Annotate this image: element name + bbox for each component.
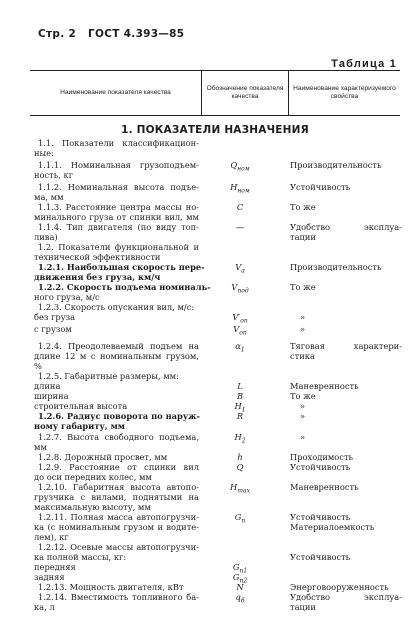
table-line <box>0 160 419 173</box>
indicator-name: с грузом <box>34 324 72 334</box>
characterized-property: Устойчивость <box>290 552 351 562</box>
indicator-name: строительная высота <box>34 401 128 411</box>
indicator-symbol: R <box>236 411 244 421</box>
table-line <box>0 421 419 431</box>
standard-code: ГОСТ 4.393—85 <box>88 28 185 40</box>
indicator-symbol: h <box>237 452 243 462</box>
indicator-name: без груза <box>34 312 76 322</box>
table-line <box>0 192 419 202</box>
table-line <box>0 482 419 495</box>
characterized-property: Материалоемкость <box>290 522 375 532</box>
table-line <box>0 411 419 421</box>
indicator-symbol: $H_{max}$ <box>230 482 250 495</box>
indicator-symbol: B <box>236 391 244 401</box>
indicator-name: ному габариту, мм <box>34 421 125 431</box>
indicator-symbol: $V_{под}$ <box>231 282 249 295</box>
characterized-property: » <box>300 401 306 411</box>
indicator-name: задняя <box>34 572 65 582</box>
indicator-symbol: N <box>236 582 244 592</box>
indicator-symbol: C <box>236 202 244 212</box>
table-line <box>0 401 419 414</box>
indicator-name: максимальную высоту, мм <box>34 502 151 512</box>
table-line <box>0 492 419 502</box>
table-line <box>0 472 419 482</box>
characterized-property: Проходимость <box>290 452 354 462</box>
table-line <box>0 252 419 262</box>
column-header-property: Наименование характеризуемого свойства <box>293 85 396 100</box>
indicator-name: 1.2.3. Скорость опускания вил, м/с: <box>38 302 195 312</box>
characterized-property: тации <box>290 602 316 612</box>
indicator-name: 1.2.6. Радиус поворота по наруж- <box>38 411 200 421</box>
section-title: 1. ПОКАЗАТЕЛИ НАЗНАЧЕНИЯ <box>121 124 309 136</box>
indicator-symbol: $H_2$ <box>234 432 246 445</box>
indicator-name: 1.1. Показатели классификацион- <box>38 138 199 148</box>
indicator-name: ные: <box>34 148 54 158</box>
table-line <box>0 148 419 158</box>
indicator-symbol: $V'_{оп}$ <box>232 312 248 325</box>
table-line <box>0 138 419 148</box>
indicator-symbol: L <box>237 381 243 391</box>
characterized-property: » <box>300 312 306 322</box>
indicator-symbol: $V_{оп}$ <box>233 324 247 337</box>
characterized-property: То же <box>290 282 316 292</box>
characterized-property: Маневренность <box>290 482 359 492</box>
indicator-name: ка, л <box>34 602 55 612</box>
indicator-name: длина <box>34 381 61 391</box>
characterized-property: Устойчивость <box>290 512 351 522</box>
indicator-name: 1.2.7. Высота свободного подъема, <box>38 432 199 442</box>
indicator-name: 1.2.11. Полная масса автопогрузчи- <box>38 512 199 522</box>
indicator-name: лем), кг <box>34 532 69 542</box>
table-line <box>0 502 419 512</box>
table-line <box>0 282 419 295</box>
indicator-name: грузчика с вилами, поднятыми на <box>34 492 199 502</box>
characterized-property: Устойчивость <box>290 462 351 472</box>
indicator-name: 1.1.3. Расстояние центра массы но- <box>38 202 199 212</box>
table-line <box>0 324 419 337</box>
table-line <box>0 552 419 562</box>
table-line <box>0 371 419 381</box>
table-line <box>0 381 419 391</box>
characterized-property: Энерговооруженность <box>290 582 389 592</box>
indicator-symbol: — <box>235 222 245 232</box>
characterized-property: То же <box>290 202 316 212</box>
table-line <box>0 532 419 542</box>
table-line <box>0 232 419 242</box>
table-line <box>0 602 419 612</box>
indicator-name: 1.2.8. Дорожный просвет, мм <box>38 452 168 462</box>
indicator-symbol: $G_{п2}$ <box>232 572 248 585</box>
table-line <box>0 522 419 532</box>
indicator-symbol: $H_{ном}$ <box>230 182 250 195</box>
indicator-name: 1.2.4. Преодолеваемый подъем на <box>38 341 199 351</box>
table-line <box>0 182 419 195</box>
characterized-property: Устойчивость <box>290 182 351 192</box>
characterized-property: Маневренность <box>290 381 359 391</box>
table-line <box>0 262 419 275</box>
table-line <box>0 341 419 354</box>
characterized-property: » <box>300 411 306 421</box>
table-line <box>0 361 419 371</box>
table-line <box>0 562 419 575</box>
table-line <box>0 351 419 361</box>
table-line <box>0 272 419 282</box>
table-line <box>0 572 419 585</box>
indicator-name: 1.2.10. Габаритная высота автопо- <box>38 482 199 492</box>
indicator-name: % <box>34 361 42 371</box>
indicator-name: до оси передних колес, мм <box>34 472 152 482</box>
indicator-name: 1.1.4. Тип двигателя (по виду топ- <box>38 222 199 232</box>
indicator-symbol: $q_б$ <box>235 592 245 605</box>
table-line <box>0 582 419 592</box>
indicator-symbol: $H_1$ <box>234 401 246 414</box>
table-line <box>0 292 419 302</box>
indicator-symbol: $G_{п1}$ <box>232 562 248 575</box>
indicator-name: ка (с номинальным грузом и водите- <box>34 522 199 532</box>
indicator-name: 1.2.9. Расстояние от спинки вил <box>38 462 199 472</box>
indicator-name: ного груза, м/с <box>34 292 100 302</box>
indicator-symbol: $V_а$ <box>235 262 245 275</box>
characterized-property: То же <box>290 391 316 401</box>
table-line <box>0 442 419 452</box>
table-header <box>30 70 400 116</box>
characterized-property: стика <box>290 351 315 361</box>
indicator-name: 1.2.5. Габаритные размеры, мм: <box>38 371 179 381</box>
table-line <box>0 542 419 552</box>
table-line <box>0 202 419 212</box>
indicator-name: 1.1.2. Номинальная высота подъе- <box>38 182 199 192</box>
page-number: Стр. 2 <box>38 28 77 40</box>
table-line <box>0 170 419 180</box>
table-line <box>0 312 419 325</box>
indicator-name: 1.2.1. Наибольшая скорость пере- <box>38 262 205 272</box>
indicator-name: 1.2. Показатели функциональной и <box>38 242 199 252</box>
indicator-name: 1.2.13. Мощность двигателя, кВт <box>38 582 184 592</box>
indicator-name: технической эффективности <box>34 252 161 262</box>
table-line <box>0 391 419 401</box>
characterized-property: тации <box>290 232 316 242</box>
indicator-name: ка полной массы, кг: <box>34 552 127 562</box>
indicator-name: лива) <box>34 232 58 242</box>
table-line <box>0 462 419 472</box>
characterized-property: Производительность <box>290 262 382 272</box>
characterized-property: Производительность <box>290 160 382 170</box>
table-line <box>0 212 419 222</box>
table-line <box>0 592 419 605</box>
characterized-property: Удобство эксплуа- <box>290 592 402 602</box>
indicator-name: 1.2.12. Осевые массы автопогрузчи- <box>38 542 199 552</box>
table-line <box>0 242 419 252</box>
table-line <box>0 432 419 445</box>
table-line <box>0 512 419 525</box>
indicator-name: 1.2.14. Вместимость топливного ба- <box>38 592 199 602</box>
column-header-designation: Обозначение показателя качества <box>202 71 289 115</box>
indicator-symbol: $Q_{ном}$ <box>230 160 250 173</box>
indicator-name: 1.1.1. Номинальная грузоподъем- <box>38 160 199 170</box>
characterized-property: » <box>300 324 306 334</box>
characterized-property: » <box>300 432 306 442</box>
characterized-property: Удобство эксплуа- <box>290 222 402 232</box>
column-header-name: Наименование показателя качества <box>30 71 202 115</box>
indicator-name: мм <box>34 442 47 452</box>
indicator-name: ма, мм <box>34 192 64 202</box>
characterized-property: Тяговая характери- <box>290 341 402 351</box>
indicator-symbol: $\alpha_1$ <box>235 341 245 354</box>
table-line <box>0 302 419 312</box>
indicator-name: ность, кг <box>34 170 74 180</box>
indicator-name: движения без груза, км/ч <box>34 272 161 282</box>
indicator-name: передняя <box>34 562 76 572</box>
table-title: Таблица 1 <box>331 58 397 70</box>
page-header <box>38 28 192 40</box>
indicator-name: минального груза от спинки вил, мм <box>34 212 199 222</box>
indicator-name: ширина <box>34 391 69 401</box>
indicator-symbol: $G_п$ <box>234 512 246 525</box>
table-line <box>0 452 419 462</box>
indicator-name: 1.2.2. Скорость подъема номиналь- <box>38 282 211 292</box>
indicator-symbol: Q <box>236 462 244 472</box>
table-line <box>0 222 419 232</box>
indicator-name: длине 12 м с номинальным грузом, <box>34 351 199 361</box>
